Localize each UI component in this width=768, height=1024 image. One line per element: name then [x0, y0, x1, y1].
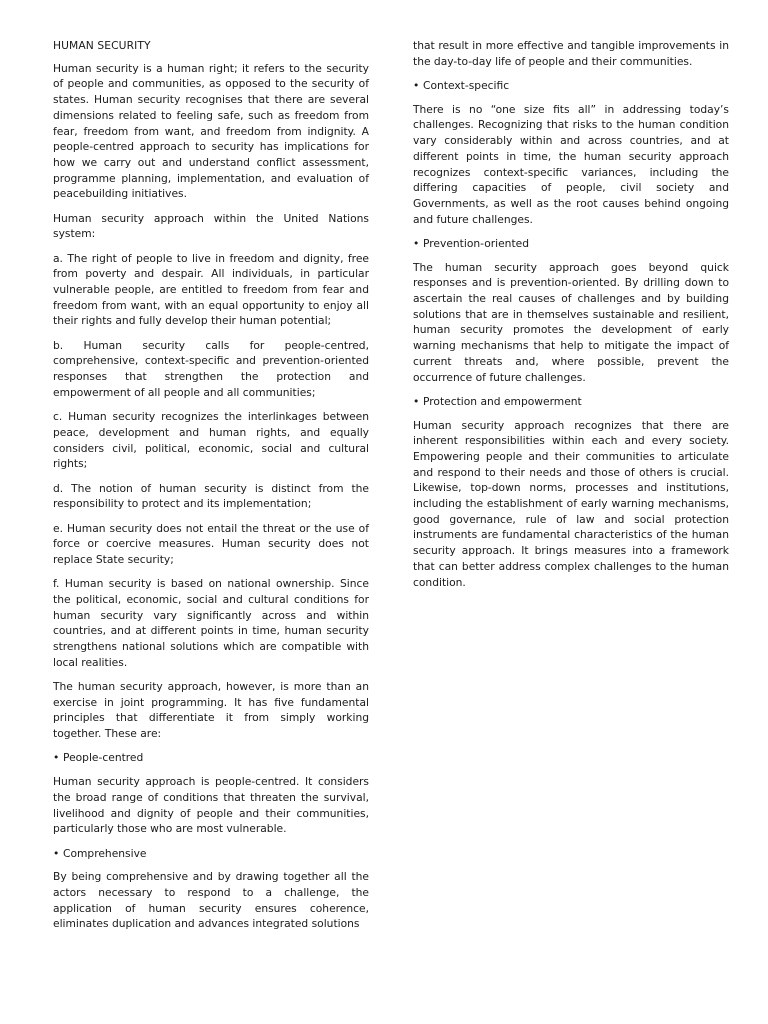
section-heading-text: Comprehensive [63, 846, 147, 860]
paragraph: Human security approach recognizes that there are inherent responsibilities within each and every society. Empowering people and their communities to articulate and respond to their needs and those of others is crucial. Likewise, top-down norms, processes and institutions, including the establishment of early warning mechanisms, good governance, rule of law and social protection instruments are fundamental characteristics of the human security approach. It brings measures into a framework that can better address complex challenges to the human condition. [413, 418, 729, 589]
section-heading-text: People-centred [63, 751, 144, 765]
document-title: HUMAN SECURITY [53, 39, 151, 52]
bullet-icon: • [53, 751, 60, 765]
section-heading [413, 394, 729, 410]
paragraph: Human security approach within the United Nations system: [53, 211, 369, 241]
section-heading-text: Protection and empowerment [423, 394, 582, 408]
section-heading-text: Context-specific [423, 79, 510, 92]
paragraph: e. Human security does not entail the threat or the use of force or coercive measures. Human security does not replace State security; [53, 521, 369, 566]
bullet-icon: • [53, 846, 60, 860]
paragraph: Human security is a human right; it refers to the security of people and communities, as opposed to the security of states. Human security recognises that there are several dimensions related to feeling safe, such as freedom from fear, freedom from want, and freedom from indignity. A people-centred approach to security has implications for how we carry out and understand conflict assessment, programme planning, implementation, and evaluation of peacebuilding initiatives. [53, 61, 369, 201]
bullet-icon: • [413, 394, 420, 408]
section-heading [53, 750, 369, 766]
paragraph: b. Human security calls for people-centred, comprehensive, context-specific and prevention-oriented responses that strengthen the protection and empowerment of all people and all communities; [53, 338, 369, 399]
section-heading [53, 846, 369, 862]
paragraph: f. Human security is based on national ownership. Since the political, economic, social and cultural conditions for human security vary significantly across and within countries, and at different points in time, human security strengthens national solutions which are compatible with local realities. [53, 577, 369, 669]
paragraph: d. The notion of human security is distinct from the responsibility to protect and its implementation; [53, 481, 369, 511]
bullet-icon: • [413, 79, 420, 92]
bullet-icon: • [413, 236, 420, 250]
right-column [413, 38, 729, 599]
section-heading-text: Prevention-oriented [423, 236, 529, 250]
paragraph: a. The right of people to live in freedom and dignity, free from poverty and despair. All individuals, in particular vulnerable people, are entitled to freedom from fear and freedom from want, with an equal opportunity to enjoy all their rights and fully develop their human potential; [53, 251, 369, 328]
section-heading [413, 236, 729, 252]
paragraph: By being comprehensive and by drawing together all the actors necessary to respond to a challenge, the application of human security ensures coherence, eliminates duplication and advances integrated solutions [53, 870, 369, 931]
paragraph: that result in more effective and tangible improvements in the day-to-day life of people and their communities. [413, 39, 729, 68]
section-heading [413, 78, 729, 94]
paragraph: Human security approach is people-centred. It considers the broad range of conditions that threaten the survival, livelihood and dignity of people and their communities, particularly those who are most vulnerable. [53, 775, 369, 836]
paragraph: The human security approach goes beyond quick responses and is prevention-oriented. By drilling down to ascertain the real causes of challenges and by building solutions that are in themselves sustainable and resilient, human security promotes the development of early warning mechanisms that help to mitigate the impact of current threats and, where possible, prevent the occurrence of future challenges. [413, 260, 729, 384]
paragraph: There is no “one size fits all” in addressing today’s challenges. Recognizing that risks to the human condition vary considerably within and across countries, and at different points in time, the human security approach recognizes context-specific variances, including the differing capacities of people, civil society and Governments, as well as the root causes behind ongoing and future challenges. [413, 102, 729, 226]
left-column [53, 38, 369, 941]
paragraph: c. Human security recognizes the interlinkages between peace, development and human rights, and equally considers civil, political, economic, social and cultural rights; [53, 410, 369, 471]
paragraph: The human security approach, however, is more than an exercise in joint programming. It has five fundamental principles that differentiate it from simply working together. These are: [53, 680, 369, 741]
